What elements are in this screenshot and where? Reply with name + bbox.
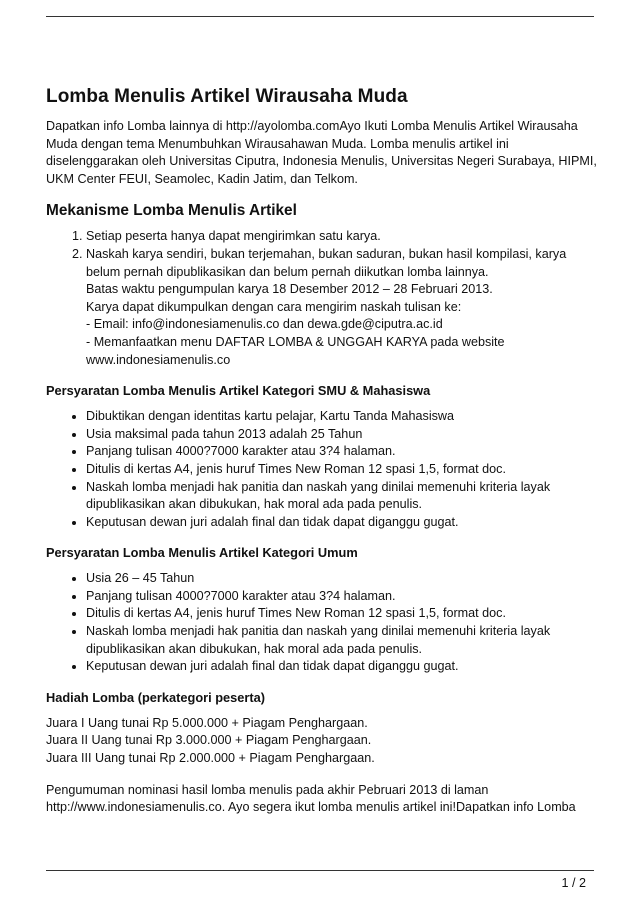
list-item: • Usia 26 – 45 Tahun — [86, 570, 598, 588]
list-item-line: Batas waktu pengumpulan karya 18 Desember 2012 – 28 Februari 2013. — [86, 282, 493, 297]
umum-heading: Persyaratan Lomba Menulis Artikel Kategori Umum — [46, 545, 358, 561]
list-item: • Panjang tulisan 4000?7000 karakter atau 3?4 halaman. — [86, 588, 598, 606]
closing-paragraph: Pengumuman nominasi hasil lomba menulis pada akhir Pebruari 2013 di laman http://www.indonesiamenulis.co. Ayo segera ikut lomba menulis artikel ini!Dapatkan info Lomba — [46, 782, 576, 815]
intro-paragraph: Dapatkan info Lomba lainnya di http://ayolomba.comAyo Ikuti Lomba Menulis Artikel Wirausaha Muda dengan tema Menumbuhkan Wirausahawan Muda. Lomba menulis artikel ini diselenggarakan oleh Universitas Ciputra, Indonesia Menulis, Universitas Negeri Surabaya, HIPMI, UKM Center FEUI, Seamolec, Kadin Jatim, dan Telkom. — [46, 119, 597, 186]
list-item: • Naskah lomba menjadi hak panitia dan naskah yang dinilai memenuhi kriteria layak dipublikasikan akan dibukukan, hak moral ada pada penulis. — [86, 623, 598, 658]
list-item: • Panjang tulisan 4000?7000 karakter atau 3?4 halaman. — [86, 443, 598, 461]
list-item-line: - Memanfaatkan menu DAFTAR LOMBA & UNGGAH KARYA pada website www.indonesiamenulis.co — [86, 334, 505, 367]
list-item: • Keputusan dewan juri adalah final dan tidak dapat diganggu gugat. — [86, 658, 598, 676]
list-item-line: Karya dapat dikumpulkan dengan cara mengirim naskah tulisan ke: — [86, 299, 462, 314]
list-item: • Ditulis di kertas A4, jenis huruf Times New Roman 12 spasi 1,5, format doc. — [86, 461, 598, 479]
list-item-line: - Email: info@indonesiamenulis.co dan dewa.gde@ciputra.ac.id — [86, 317, 443, 332]
list-item: • Naskah lomba menjadi hak panitia dan naskah yang dinilai memenuhi kriteria layak dipublikasikan akan dibukukan, hak moral ada pada penulis. — [86, 479, 598, 514]
list-item: • Usia maksimal pada tahun 2013 adalah 25 Tahun — [86, 426, 598, 444]
mekanisme-list — [46, 228, 598, 369]
hadiah-heading: Hadiah Lomba (perkategori peserta) — [46, 689, 266, 705]
mekanisme-heading: Mekanisme Lomba Menulis Artikel — [46, 202, 297, 220]
header-rule — [46, 16, 594, 17]
smu-list — [46, 408, 598, 531]
page-title: Lomba Menulis Artikel Wirausaha Muda — [46, 86, 408, 107]
prize-line: Juara III Uang tunai Rp 2.000.000 + Piagam Penghargaan. — [46, 751, 375, 766]
list-item: 1. Setiap peserta hanya dapat mengirimkan satu karya. — [86, 228, 598, 246]
list-item — [86, 246, 598, 369]
smu-heading: Persyaratan Lomba Menulis Artikel Kategori SMU & Mahasiswa — [46, 383, 431, 399]
prize-line: Juara II Uang tunai Rp 3.000.000 + Piagam Penghargaan. — [46, 733, 372, 748]
document-body — [46, 86, 598, 817]
footer-rule — [46, 870, 594, 871]
list-item: • Dibuktikan dengan identitas kartu pelajar, Kartu Tanda Mahasiswa — [86, 408, 598, 426]
umum-list — [46, 570, 598, 676]
list-item: • Keputusan dewan juri adalah final dan tidak dapat diganggu gugat. — [86, 514, 598, 532]
prize-line: Juara I Uang tunai Rp 5.000.000 + Piagam Penghargaan. — [46, 715, 368, 730]
list-item-line: 2. Naskah karya sendiri, bukan terjemahan, bukan saduran, bukan hasil kompilasi, karya belum pernah dipublikasikan dan belum pernah diikutkan lomba lainnya. — [86, 246, 567, 279]
page-number: 1 / 2 — [561, 876, 586, 890]
list-item: • Ditulis di kertas A4, jenis huruf Times New Roman 12 spasi 1,5, format doc. — [86, 605, 598, 623]
